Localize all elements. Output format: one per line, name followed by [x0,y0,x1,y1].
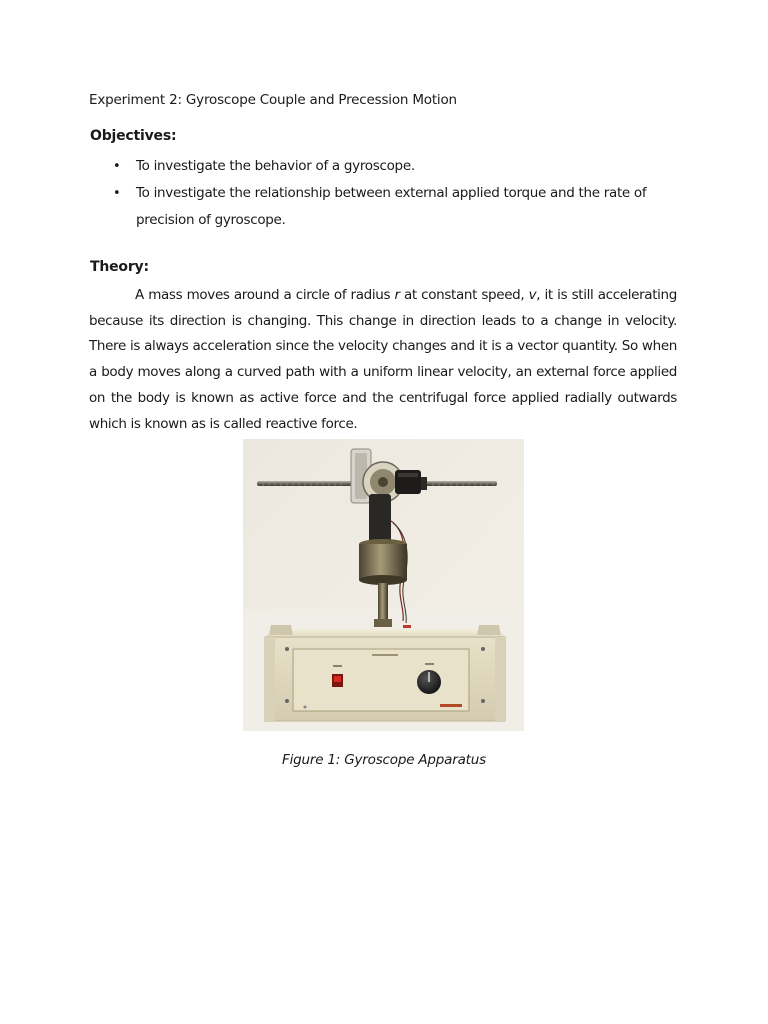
theory-text: A mass moves around a circle of radius [135,287,395,303]
objective-item: • To investigate the behavior of a gyroscope. [113,153,679,180]
theory-text: at constant speed, [399,287,529,303]
document-title: Experiment 2: Gyroscope Couple and Precession Motion [89,92,457,108]
base-top [265,629,505,637]
objective-item: • To investigate the relationship between external applied torque and the rate of precision of gyroscope. [113,180,679,234]
theory-heading: Theory: [90,259,149,275]
control-panel [293,649,469,711]
radius-variable: r [394,287,400,303]
brand-label [440,704,462,707]
figure-caption: Figure 1: Gyroscope Apparatus [282,752,486,768]
gyroscope-apparatus-photo [243,439,524,731]
theory-text: , it is still accelerating because its direction is changing. This change in direction leads to a change in velocity. There is always acceleration since the velocity changes and it is a vector quantity. So when a body moves along a curved path with a uniform linear velocity, an external force applied on the body is known as active force and the centrifugal force applied radially outwards which is known as is called reactive force. [89,287,677,432]
objectives-heading: Objectives: [90,128,177,144]
spindle [378,583,388,625]
bearing-housing [359,544,407,580]
speed-variable: v [528,287,537,303]
support-arm [369,494,391,544]
rod-collar [421,477,427,490]
theory-paragraph [89,283,677,437]
objectives-list [113,153,679,234]
